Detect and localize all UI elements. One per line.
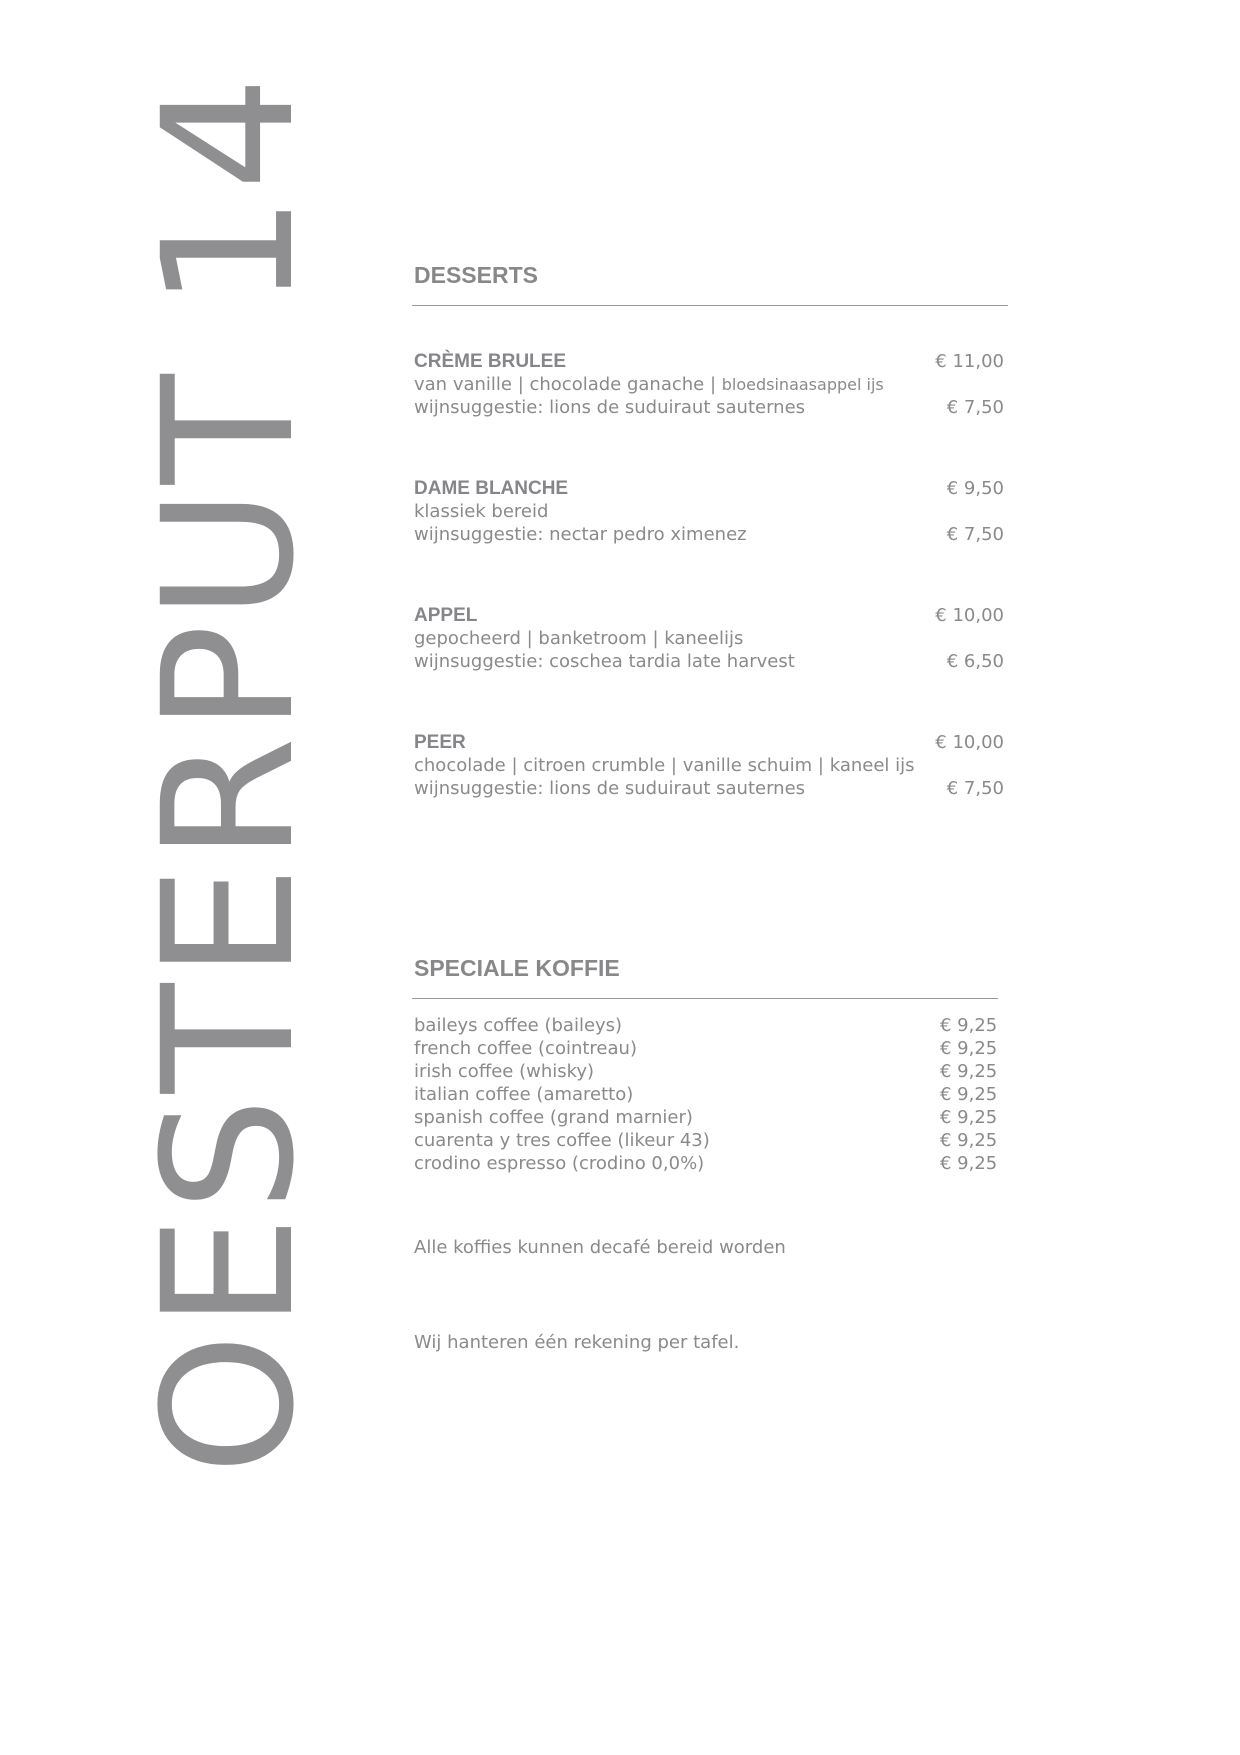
coffee-name: cuarenta y tres coffee (likeur 43) bbox=[414, 1130, 710, 1151]
coffee-name: italian coffee (amaretto) bbox=[414, 1084, 634, 1105]
dessert-name: PEER bbox=[414, 732, 466, 753]
wine-price: € 7,50 bbox=[946, 397, 1004, 418]
dessert-description-text: klassiek bereid bbox=[414, 501, 549, 522]
dessert-name: CRÈME BRULEE bbox=[414, 351, 567, 372]
coffee-name: french coffee (cointreau) bbox=[414, 1038, 637, 1059]
dessert-price: € 9,50 bbox=[946, 478, 1004, 499]
wine-price: € 7,50 bbox=[946, 778, 1004, 799]
dessert-item-appel bbox=[414, 604, 1004, 673]
coffee-item bbox=[414, 1014, 998, 1037]
coffee-item bbox=[414, 1129, 998, 1152]
coffee-name: crodino espresso (crodino 0,0%) bbox=[414, 1153, 705, 1174]
coffee-list bbox=[414, 1014, 998, 1175]
dessert-description bbox=[414, 754, 1004, 777]
dessert-name: DAME BLANCHE bbox=[414, 478, 569, 499]
dessert-description bbox=[414, 627, 1004, 650]
wine-suggestion: wijnsuggestie: nectar pedro ximenez bbox=[414, 524, 747, 545]
wine-suggestion: wijnsuggestie: lions de suduiraut sauternes bbox=[414, 778, 806, 799]
coffee-heading: SPECIALE KOFFIE bbox=[414, 955, 620, 981]
dessert-description bbox=[414, 500, 1004, 523]
desserts-heading: DESSERTS bbox=[414, 262, 538, 288]
billing-note: Wij hanteren één rekening per tafel. bbox=[414, 1332, 740, 1353]
coffee-item bbox=[414, 1106, 998, 1129]
coffee-name: spanish coffee (grand marnier) bbox=[414, 1107, 693, 1128]
dessert-description-text: chocolade | citroen crumble | vanille schuim | kaneel ijs bbox=[414, 755, 915, 776]
coffee-price: € 9,25 bbox=[940, 1061, 998, 1082]
dessert-item-peer bbox=[414, 731, 1004, 800]
dessert-description-extra: bloedsinaasappel ijs bbox=[721, 375, 884, 394]
decaf-note: Alle koffies kunnen decafé bereid worden bbox=[414, 1237, 786, 1258]
coffee-name: baileys coffee (baileys) bbox=[414, 1015, 623, 1036]
coffee-price: € 9,25 bbox=[940, 1084, 998, 1105]
coffee-name: irish coffee (whisky) bbox=[414, 1061, 595, 1082]
wine-price: € 7,50 bbox=[946, 524, 1004, 545]
coffee-item bbox=[414, 1037, 998, 1060]
dessert-price: € 10,00 bbox=[935, 732, 1004, 753]
coffee-item bbox=[414, 1152, 998, 1175]
coffee-price: € 9,25 bbox=[940, 1153, 998, 1174]
dessert-item-dame-blanche bbox=[414, 477, 1004, 546]
coffee-price: € 9,25 bbox=[940, 1015, 998, 1036]
wine-suggestion: wijnsuggestie: lions de suduiraut sauternes bbox=[414, 397, 806, 418]
brand-wordmark: OESTERPUT 14 bbox=[125, 72, 334, 1475]
coffee-price: € 9,25 bbox=[940, 1038, 998, 1059]
dessert-item-creme-brulee bbox=[414, 350, 1004, 419]
wine-suggestion: wijnsuggestie: coschea tardia late harvest bbox=[414, 651, 795, 672]
dessert-price: € 11,00 bbox=[935, 351, 1004, 372]
coffee-item bbox=[414, 1060, 998, 1083]
wine-price: € 6,50 bbox=[946, 651, 1004, 672]
desserts-divider bbox=[412, 305, 1008, 306]
dessert-description-text: gepocheerd | banketroom | kaneelijs bbox=[414, 628, 744, 649]
dessert-price: € 10,00 bbox=[935, 605, 1004, 626]
coffee-price: € 9,25 bbox=[940, 1130, 998, 1151]
coffee-item bbox=[414, 1083, 998, 1106]
dessert-description-text: van vanille | chocolade ganache | bbox=[414, 374, 722, 395]
dessert-name: APPEL bbox=[414, 605, 478, 626]
coffee-price: € 9,25 bbox=[940, 1107, 998, 1128]
dessert-description bbox=[414, 373, 1004, 396]
coffee-divider bbox=[412, 998, 998, 999]
